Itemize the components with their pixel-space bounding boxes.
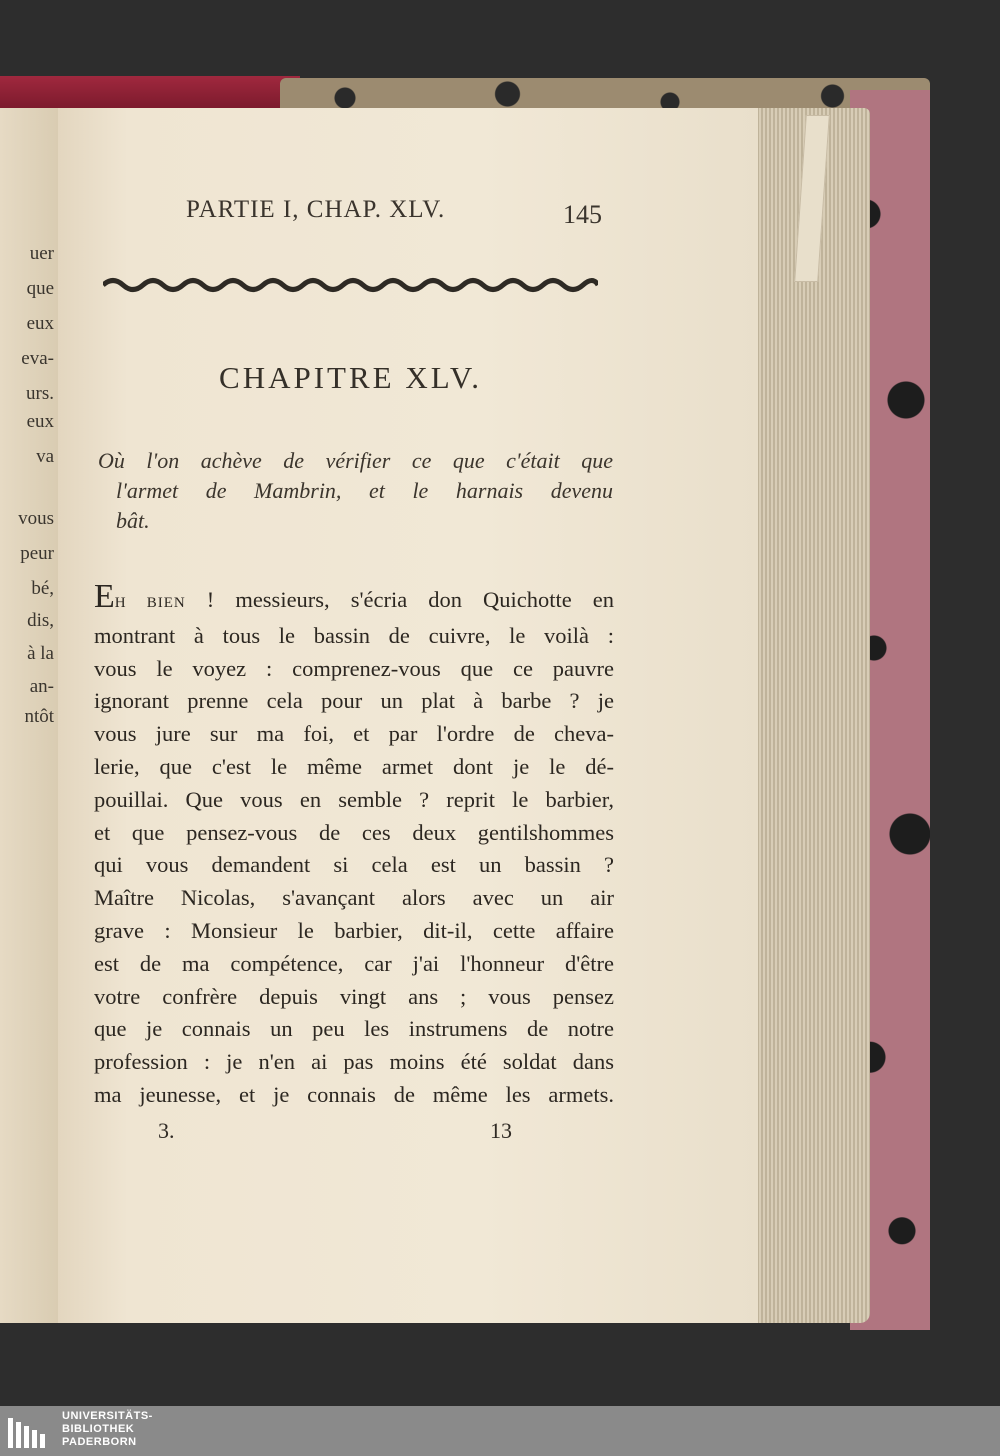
logo-line: BIBLIOTHEK [62, 1423, 135, 1435]
library-footer [0, 1406, 1000, 1456]
body-line: est de ma compétence, car j'ai l'honneur d'être [94, 950, 614, 976]
left-page-fragment: peur [20, 543, 54, 564]
body-line: et que pensez-vous de ces deux gentilshommes [94, 819, 614, 845]
right-page [58, 108, 758, 1323]
body-line: Maître Nicolas, s'avançant alors avec un air [94, 885, 614, 911]
left-page-fragment: bé, [31, 578, 54, 599]
wave-ornament-divider [103, 274, 598, 296]
left-page-fragment: vous [18, 508, 54, 529]
spine-binding [0, 76, 300, 110]
left-page-fragment: va [36, 446, 54, 467]
page-fore-edge [755, 108, 870, 1323]
body-line: vous le voyez : comprenez-vous que ce pauvre [94, 655, 614, 681]
body-line: qui vous demandent si cela est un bassin ? [94, 852, 614, 878]
left-page-fragment: ntôt [24, 706, 54, 727]
left-page-fragment: dis, [27, 610, 54, 631]
body-line: lerie, que c'est le même armet dont je le dé- [94, 753, 614, 779]
body-line-first-rest: ! messieurs, s'écria don Quichotte en [206, 587, 614, 612]
body-line: grave : Monsieur le barbier, dit-il, cette affaire [94, 917, 614, 943]
logo-line: PADERBORN [62, 1436, 137, 1448]
body-text [94, 578, 614, 1112]
left-page-fragment: an- [29, 676, 54, 697]
body-line: pouillai. Que vous en semble ? reprit le barbier, [94, 786, 614, 812]
body-line-first [94, 578, 614, 620]
left-page-fragment: eux [26, 313, 54, 334]
left-page-fragment: que [26, 278, 54, 299]
summary-line: bât. [116, 508, 150, 533]
chapter-summary [98, 446, 613, 536]
running-head: PARTIE I, CHAP. XLV. [186, 196, 446, 223]
left-facing-page [0, 108, 58, 1323]
summary-line: Où l'on achève de vérifier ce que c'était que [98, 448, 613, 473]
page-number: 145 [563, 200, 602, 229]
library-logo-icon [6, 1412, 54, 1452]
left-page-fragment: eux [26, 411, 54, 432]
signature-sheet: 13 [490, 1118, 512, 1143]
body-line: montrant à tous le bassin de cuivre, le voilà : [94, 622, 614, 648]
left-page-fragment: urs. [26, 383, 54, 404]
body-line: que je connais un peu les instrumens de notre [94, 1016, 614, 1042]
left-page-fragment: à la [27, 643, 54, 664]
signature-volume: 3. [158, 1118, 175, 1143]
body-line: ignorant prenne cela pour un plat à barbe ? je [94, 688, 614, 714]
logo-line: UNIVERSITÄTS- [62, 1410, 153, 1422]
summary-line: l'armet de Mambrin, et le harnais devenu [116, 478, 613, 503]
body-line: votre confrère depuis vingt ans ; vous pensez [94, 983, 614, 1009]
chapter-title: CHAPITRE XLV. [219, 360, 482, 395]
library-logo-text [62, 1410, 153, 1449]
left-page-fragment: uer [29, 243, 54, 264]
body-line: ma jeunesse, et je connais de même les armets. [94, 1081, 614, 1107]
left-page-fragment: eva- [21, 348, 54, 369]
small-caps-opening: H BIEN [114, 595, 186, 611]
drop-cap: E [94, 578, 115, 615]
body-line: profession : je n'en ai pas moins été soldat dans [94, 1049, 614, 1075]
body-line: vous jure sur ma foi, et par l'ordre de cheva- [94, 721, 614, 747]
